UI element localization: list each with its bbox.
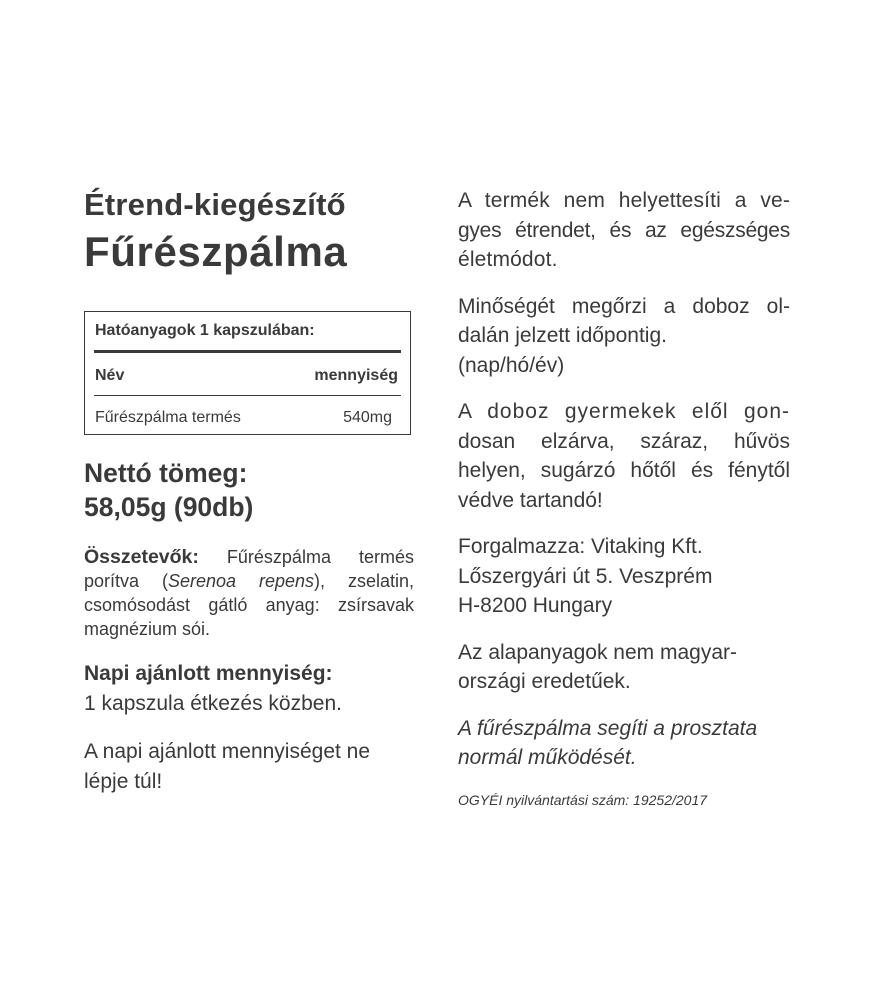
net-weight-value: 58,05g (90db) bbox=[84, 492, 254, 522]
ingredient-name: Fűrészpálma termés bbox=[95, 409, 241, 426]
distributor-line: H-8200 Hungary bbox=[458, 594, 613, 617]
table-column-headers bbox=[95, 367, 398, 385]
dose-warning-line: lépje túl! bbox=[84, 769, 163, 793]
column-name-header: Név bbox=[95, 367, 125, 384]
active-ingredients-table bbox=[84, 311, 411, 435]
net-weight-label: Nettó tömeg: bbox=[84, 458, 248, 488]
best-before-line: dalán jelzett időpontig. bbox=[458, 324, 667, 347]
storage-line: helyen, sugárzó hőtől és fénytől bbox=[458, 459, 790, 482]
origin-line: Az alapanyagok nem magyar- bbox=[458, 640, 737, 664]
best-before-line: Minőségét megőrzi a doboz ol- bbox=[458, 294, 790, 318]
diet-note-line: A termék nem helyettesíti a ve- bbox=[458, 189, 790, 212]
dose-warning bbox=[84, 737, 414, 796]
dose-warning-line: A napi ajánlott mennyiséget ne bbox=[84, 740, 371, 763]
diet-note-line: gyes étrendet, és az egészséges bbox=[458, 218, 790, 242]
daily-dose-label: Napi ajánlott mennyiség: bbox=[84, 662, 333, 685]
best-before-line: (nap/hó/év) bbox=[458, 353, 565, 377]
composition-text-end: ), zselatin, csomósodást gátló anyag: zsírsavak magnézium sói. bbox=[84, 571, 415, 639]
storage-line: A doboz gyermekek elől gon- bbox=[458, 400, 790, 423]
left-column bbox=[84, 186, 414, 796]
origin-note bbox=[458, 638, 790, 697]
product-category: Étrend-kiegészítő bbox=[84, 187, 346, 222]
storage-line: dosan elzárva, száraz, hűvös bbox=[458, 429, 790, 453]
product-title: Fűrészpálma bbox=[84, 228, 348, 275]
right-column bbox=[458, 186, 790, 810]
best-before-note bbox=[458, 292, 790, 381]
health-claim-line: A fűrészpálma segíti a prosztata bbox=[458, 716, 758, 740]
daily-dose-text: 1 kapszula étkezés közben. bbox=[84, 691, 342, 715]
registration-number: OGYÉI nyilvántartási szám: 19252/2017 bbox=[458, 791, 708, 808]
storage-line: védve tartandó! bbox=[458, 488, 603, 512]
diet-note-line: életmódot. bbox=[458, 248, 558, 271]
composition-latin-name: Serenoa repens bbox=[167, 571, 315, 591]
health-claim bbox=[458, 714, 790, 773]
health-claim-line: normál működését. bbox=[458, 746, 637, 769]
composition-text-start: Fűrészpálma termés porítva ( bbox=[84, 547, 414, 591]
ingredient-amount: 540mg bbox=[343, 409, 392, 426]
net-weight bbox=[84, 456, 414, 524]
table-divider-thin bbox=[94, 395, 401, 396]
distributor-line: Forgalmazza: Vitaking Kft. bbox=[458, 535, 703, 558]
diet-note bbox=[458, 186, 790, 275]
table-row bbox=[95, 409, 392, 427]
table-header: Hatóanyagok 1 kapszulában: bbox=[95, 322, 315, 339]
column-amount-header: mennyiség bbox=[314, 367, 398, 384]
daily-dose bbox=[84, 659, 414, 718]
composition-label: Összetevők: bbox=[84, 546, 199, 568]
composition-text bbox=[84, 545, 414, 641]
storage-note bbox=[458, 397, 790, 515]
distributor-info bbox=[458, 532, 790, 621]
table-divider-thick bbox=[94, 350, 401, 353]
distributor-line: Lőszergyári út 5. Veszprém bbox=[458, 564, 713, 588]
origin-line: országi eredetűek. bbox=[458, 670, 631, 693]
